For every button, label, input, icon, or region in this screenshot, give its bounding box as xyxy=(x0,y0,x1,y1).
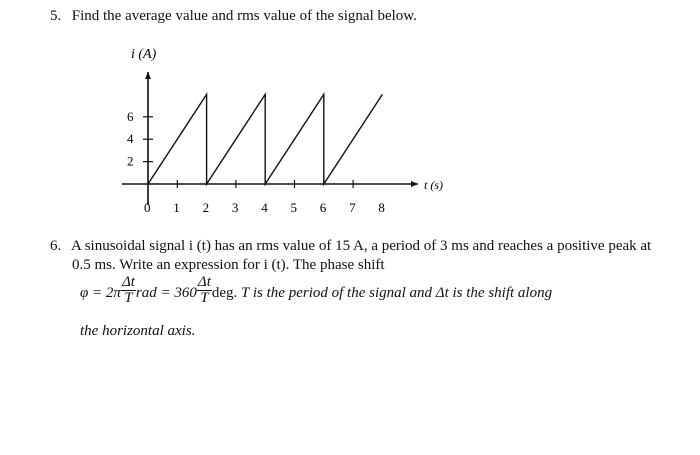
y-tick-label: 6 xyxy=(127,108,134,124)
y-tick-label: 2 xyxy=(127,153,134,169)
phase-shift-formula xyxy=(80,274,553,322)
question-6-line-4: the horizontal axis. xyxy=(80,323,196,339)
formula-unit: deg. xyxy=(211,284,238,301)
y-axis-label: i (A) xyxy=(131,47,157,62)
x-tick-label: 8 xyxy=(378,200,385,215)
question-6-line-2: 0.5 ms. Write an expression for i (t). The phase shift xyxy=(72,257,385,273)
question-5-number: 5. xyxy=(50,8,62,24)
formula-lhs: φ = 2π xyxy=(80,284,121,301)
x-tick-label: 0 xyxy=(144,200,151,215)
formula-description: T is the period of the signal and Δt is the shift along xyxy=(237,284,553,301)
fraction-2-denominator: T xyxy=(200,290,209,306)
fraction-1-numerator: Δt xyxy=(121,274,135,290)
x-tick-label: 3 xyxy=(231,200,239,215)
fraction-1 xyxy=(121,275,136,306)
question-6-line-1 xyxy=(50,237,651,255)
question-6-text-1: A sinusoidal signal i (t) has an rms value of 15 A, a period of 3 ms and reaches a positive peak at xyxy=(70,238,652,254)
y-tick-label: 4 xyxy=(127,131,134,147)
x-tick-label: 2 xyxy=(202,200,210,215)
x-tick-label: 4 xyxy=(261,200,268,215)
formula-mid: rad = 360 xyxy=(135,284,197,301)
fraction-1-denominator: T xyxy=(124,290,133,306)
sawtooth-series-line xyxy=(148,94,382,184)
x-tick-label: 5 xyxy=(290,200,297,215)
x-tick-label: 6 xyxy=(319,200,327,215)
fraction-2-numerator: Δt xyxy=(197,274,211,290)
question-5-text: Find the average value and rms value of the signal below. xyxy=(71,8,417,24)
x-tick-label: 1 xyxy=(173,200,180,215)
fraction-2 xyxy=(197,275,212,306)
x-axis-label: t (s) xyxy=(424,178,443,192)
x-tick-label: 7 xyxy=(349,200,356,215)
question-6-number: 6. xyxy=(50,238,62,254)
